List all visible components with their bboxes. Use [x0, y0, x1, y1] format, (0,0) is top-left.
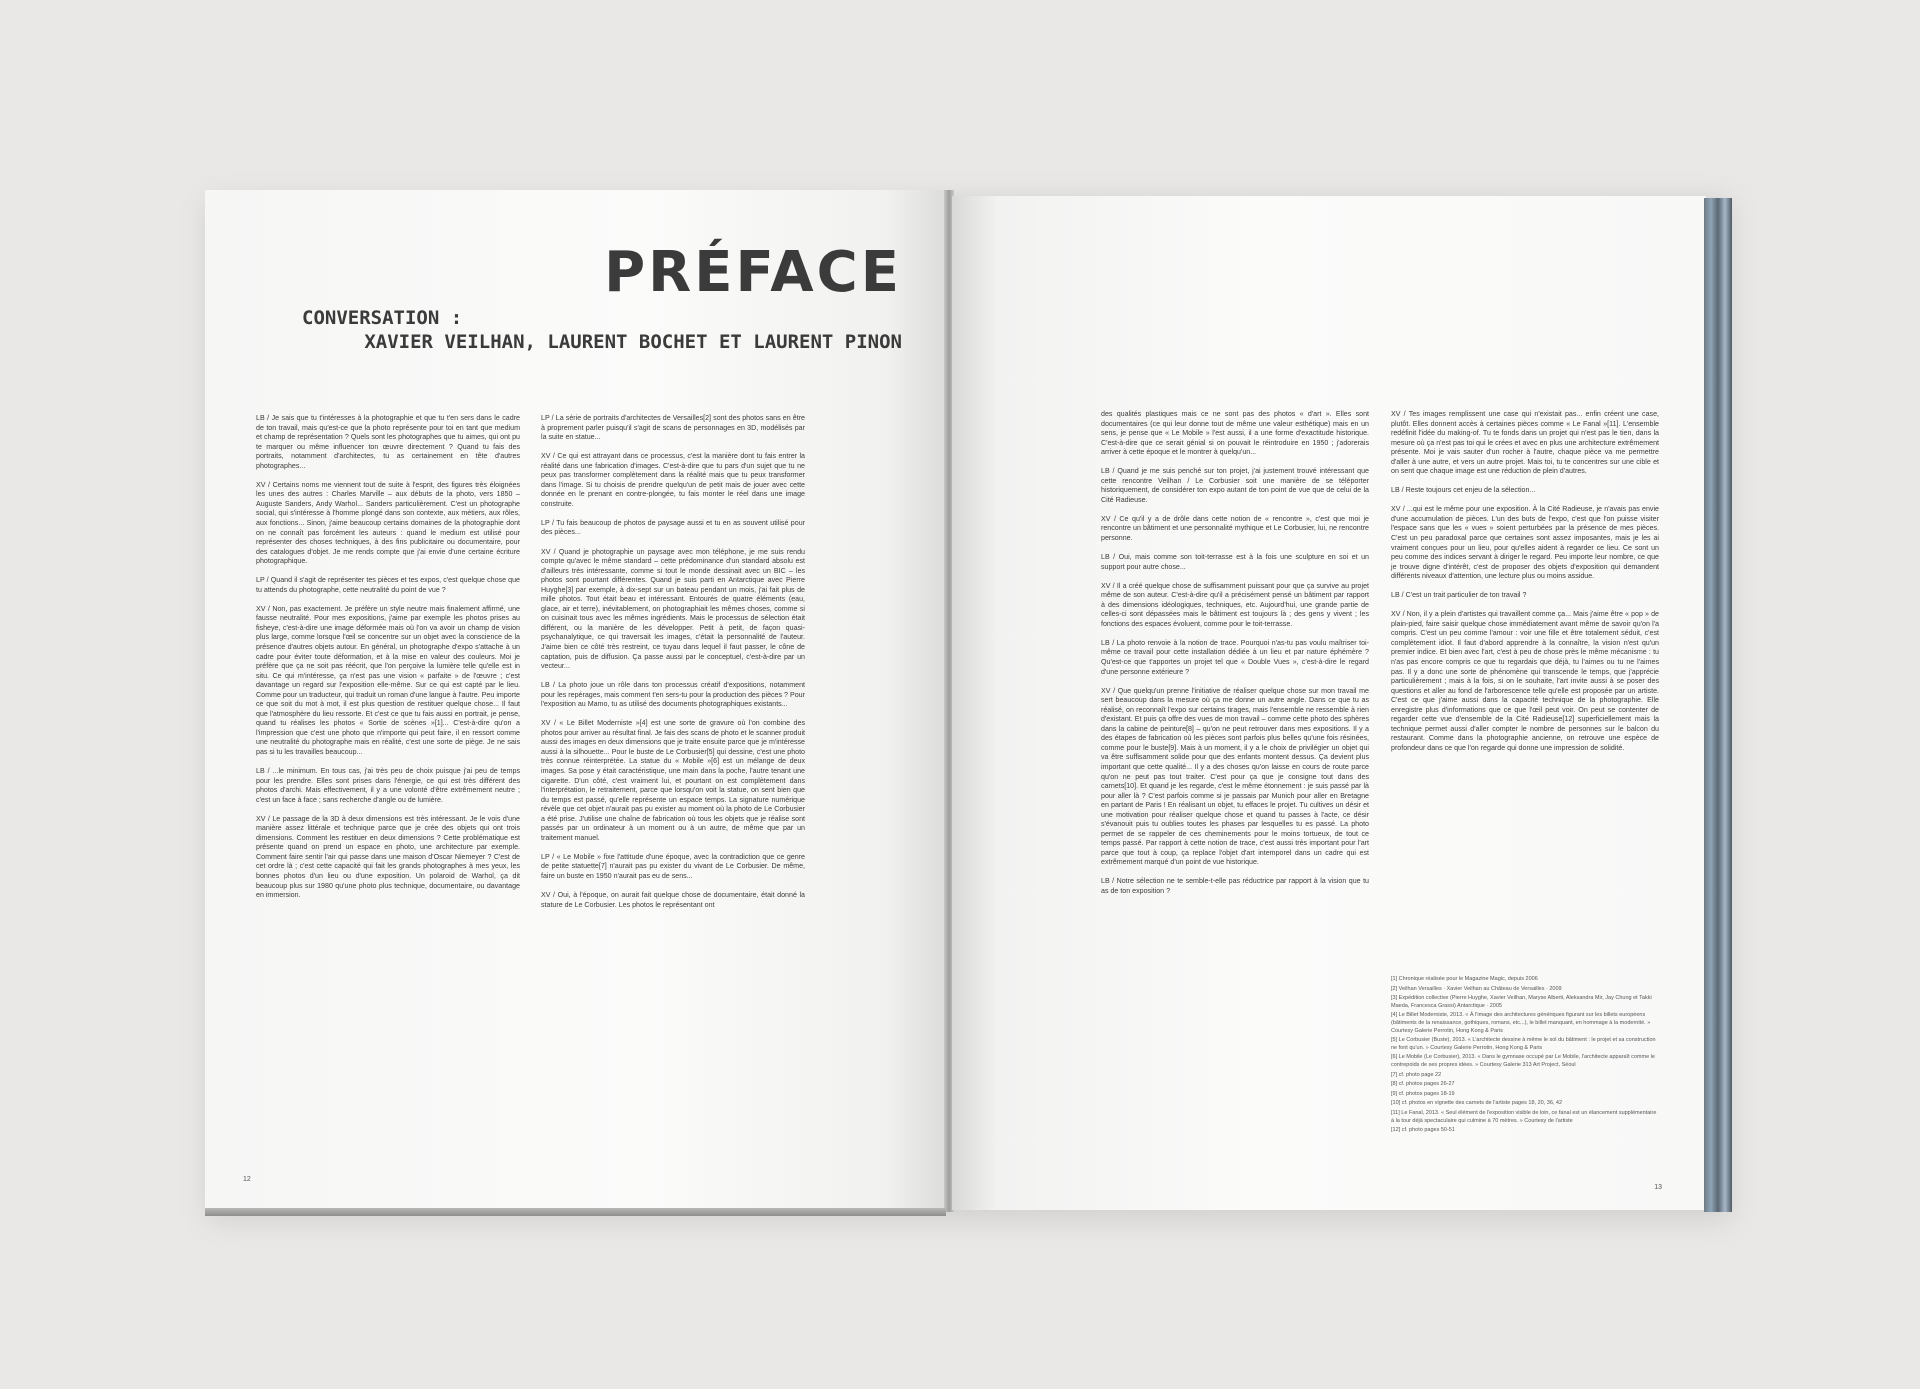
paragraph: XV / Il a créé quelque chose de suffisamment puissant pour que ça survive au projet même de son auteur. C'est-à-dire qu'il a précisément pensé un bâtiment par rapport à des dimensions idéologiques, techniques, etc. Aujourd'hui, une grande partie de celles-ci sont dépassées mais le bâtiment est toujours là ; des gens y vivent ; les fonctions des espaces évoluent, comme pour le toit-terrasse.	[1101, 581, 1369, 628]
paragraph: LP / Tu fais beaucoup de photos de paysage aussi et tu en as souvent utilisé pour des pièces...	[541, 518, 805, 537]
paragraph: LB / ...le minimum. En tous cas, j'ai très peu de choix puisque j'ai peu de temps pour les prendre. Elles sont prises dans l'énergie, ce qui est très différent des photos d'archi. Mais effectivement, il y a une volonté d'être extrêmement neutre ; c'est un face à face ; sans recherche d'angle ou de lumière.	[256, 767, 520, 804]
footnote: [4] Le Billet Moderniste, 2013. « À l'image des architectures génériques figurant sur les billets européens (bâtiments de la renaissance, gothiques, romans, etc...), le billet manquant, en hommage à la modernité. » Courtesy Galerie Perrotin, Hong Kong & Paris	[1391, 1012, 1651, 1034]
paragraph: XV / Que quelqu'un prenne l'initiative de réaliser quelque chose sur mon travail me sert beaucoup dans la mesure où ça me donne un autre angle. Dans ce que tu as réalisé, on reconnaît l'expo sur certains tirages, mais l'ensemble ne ressemble à rien d'existant. Et puis ça offre des vues de mon travail – comme cette photo des sphères dans la cabine de peinture[8] – qu'on ne peut retrouver dans mes expositions. Il y a des étapes de fabrication où les pièces sont parfois plus belles qu'une fois résinées, comme pour le buste[9]. Mais à un moment, il y a le choix de privilégier un objet qui va être suffisamment solide pour que des enfants montent dessus. Ça devient plus important que cette qualité... Il y a des choses qu'on laisse en cours de route parce qu'on ne peut pas tout traiter. C'est pour ça que je consigne tout dans des carnets[10]. Et quand je les regarde, c'est le même étonnement : je suis passé par là pour aller là ? C'est parfois comme si je passais par Munich pour aller en Bretagne en partant de Paris ! En réalisant un objet, tu effaces le projet. Tu cultives un désir et une motivation pour réaliser quelque chose et quand tu passes à l'acte, ce désir s'évanouit puis tu oublies toutes les phases par lesquelles tu es passé. La photo permet de se rappeler de ces cheminements pour le moins tortueux, de tout ce temps passé. Par rapport à cette notion de trace, c'est aussi très important pour l'art parce que tout à coup, ça replace l'objet d'art intemporel dans un cadre qui est extrêmement marqué d'un point de vue historique.	[1101, 686, 1369, 867]
paragraph: des qualités plastiques mais ce ne sont pas des photos « d'art ». Elles sont documentaires (ce qui leur donne tout de même une valeur esthétique) mais en un sens, je pense que « Le Mobile » l'est aussi, il a une forme d'exactitude historique. C'est-à-dire que ce serait génial si on pouvait le réintroduire en 1950 ; j'adorerais arriver à cette époque et le montrer à quelqu'un...	[1101, 410, 1369, 457]
paragraph: XV / Oui, à l'époque, on aurait fait quelque chose de documentaire, était donné la stature de Le Corbusier. Les photos le représentant ont	[541, 891, 805, 909]
paragraph: XV / Ce qu'il y a de drôle dans cette notion de « rencontre », c'est que moi je rencontre un bâtiment et une personnalité mythique et Le Corbusier, lui, ne rencontre personne.	[1101, 514, 1369, 543]
paragraph: XV / Le passage de la 3D à deux dimensions est très intéressant. Je le vois d'une manière assez littérale et technique parce que je crée des objets qui ont trois dimensions. Comment les restituer en deux dimensions ? Cette problématique est présente quand on prend un espace en photo, une architecture par exemple. Comment faire sentir l'air qui passe dans une maison d'Oscar Niemeyer ? C'est de cet ordre là ; c'est cette capacité qui fait les grands photographes à mes yeux, les bonnes photos d'un lieu ou d'une exposition. Un polaroid de Warhol, ça dit beaucoup plus sur 1980 qu'une photo plus technique, documentaire, ou davantage en immersion.	[256, 814, 520, 900]
paragraph: LB / La photo joue un rôle dans ton processus créatif d'expositions, notamment pour les repérages, mais comment t'en sers-tu pour la production des pièces ? Pour l'exposition au Mamo, tu as utilisé des documents photographiques existants...	[541, 681, 805, 709]
paragraph: XV / Ce qui est attrayant dans ce processus, c'est la manière dont tu fais entrer la réalité dans une fabrication d'images. C'est-à-dire que tu pars d'un sujet que tu ne peux pas transformer complètement dans la réalité mais que tu peux transformer dans l'image. Si tu choisis de prendre quelqu'un de petit mais de jouer avec cette donnée en le prenant en contre-plongée, tu fais monter le réel dans une image construite.	[541, 452, 805, 508]
paragraph: LB / La photo renvoie à la notion de trace. Pourquoi n'as-tu pas voulu maîtriser toi-même ce travail pour cette installation dédiée à un lieu et par nature éphémère ? Qu'est-ce que t'apportes un projet tel que « Double Vues », c'est-à-dire le regard d'une personne extérieure ?	[1101, 638, 1369, 676]
paragraph: LB / Reste toujours cet enjeu de la sélection...	[1391, 486, 1536, 495]
right-column-2	[1391, 410, 1659, 763]
paragraph: XV / Non, pas exactement. Je préfère un style neutre mais finalement affirmé, une fausse neutralité. Pour mes expositions, j'aime par exemple les photos prises au fisheye, c'est-à-dire une image déformée mais où l'on va avoir un champ de vision plus large, comme lorsque l'œil se concentre sur un objet avec la conscience de la présence d'autres objets autour. En général, un photographe d'expo s'attache à un cadre pour éviter toute déformation, et à la mise en valeur des couleurs. Moi je préfère que ça ne soit pas réécrit, que l'on perçoive la lumière telle qu'elle est in situ. Ce qui m'intéresse, ça n'est pas une vision « parfaite » de l'œuvre ; c'est davantage un regard sur l'exposition elle-même. Sur ce qui est capté par le lieu. Comme pour un traducteur, qui traduit un roman d'une langue à l'autre. Peu importe ce que soit du mot à mot, il est plus question de restituer quelque chose... Il faut que l'atmosphère du lieu ressorte. Et c'est ce que tu fais aussi en portrait, je pense, quand tu réalises les photos « Sortie de scènes »[1]... C'est-à-dire qu'on a l'impression que c'est une photo que n'importe qui peut faire, il en ressort comme une neutralité du photographe mais en réalité, c'est une sorte de piège. Je ne sais pas si tu les travailles beaucoup...	[256, 604, 520, 756]
paragraph: XV / Tes images remplissent une case qui n'existait pas... enfin créent une case, plutôt. Elles donnent accès à certaines pièces comme « Le Fanal »[11]. L'ensemble redéfinit l'idée du making-of. Tu te fonds dans un projet qui n'est pas le tien, dans la mesure où ça n'est pas toi qui le crées et avec en plus une architecture extrêmement présente. Moi je vais sauter d'un rocher à l'autre, chaque pièce va me permettre d'aller à une autre, et vers un autre projet. Mais toi, tu te concentres sur une cible et on sent que chaque image est une réduction de plein d'autres.	[1391, 410, 1659, 476]
paragraph: XV / Non, il y a plein d'artistes qui travaillent comme ça... Mais j'aime être « pop » de plain-pied, faire saisir quelque chose immédiatement avant même de savoir qu'on l'a compris. C'est un peu comme l'amour : voir une fille et être totalement séduit, c'est complètement idiot. Il faut d'abord apprendre à la connaître, la vision n'est qu'un premier indice. Et bien avec l'art, c'est à peu de chose près le même mécanisme : tu n'as pas encore compris ce que tu regardais que déjà, tu l'aimes ou tu ne l'aimes pas. Il y a donc une sorte de phénomène qui transcende le temps, que j'apprécie particulièrement ; mais à la fois, si on le souhaite, l'art invite aussi à se poser des questions et aller au fond de l'arborescence telle qu'elle est proposée par un artiste. C'est ce que j'aime aussi dans la capacité technique de la photographie. Elle enregistre plus d'informations que ce que l'œil peut voir. On peut se contenter de regarder cette vue d'ensemble de la Cité Radieuse[12] superficiellement mais la technique permet aussi d'aller compter le nombre de personnes sur le balcon du restaurant. Comme dans la photographie ancienne, on retrouve une espèce de profondeur dans ce que l'on regarde qui donne une impression de solidité.	[1391, 610, 1659, 752]
footnote: [3] Expédition collective (Pierre Huyghe, Xavier Veilhan, Maryse Alberti, Aleksandra Mir, Jay Chung et Takki Maeda, Francesca Grassi) Antarctique · 2005	[1391, 995, 1652, 1009]
left-column-2	[541, 414, 805, 920]
footnote: [9] cf. photos pages 18-19	[1391, 1090, 1455, 1097]
paragraph: XV / Certains noms me viennent tout de suite à l'esprit, des figures très éloignées les unes des autres : Charles Marville – aux débuts de la photo, vers 1850 – Auguste Sanders, Andy Warhol... Sanders particulièrement. C'est un photographe social, qui s'intéresse à l'homme plongé dans son contexte, aux métiers, aux rôles, aux fonctions... Sinon, j'aime beaucoup certains domaines de la photographie dont on ne connaît pas forcément les auteurs : quand le medium est utilisé pour représenter des choses techniques, à des fins publicitaire ou documentaire, pour des catalogues d'objet. Je me rends compte que j'ai envie d'une certaine écriture photographique.	[256, 480, 520, 566]
page-edges-right	[1704, 198, 1732, 1212]
right-column-1	[1101, 410, 1369, 906]
footnote: [2] Veilhan Versailles · Xavier Veilhan au Château de Versailles · 2009	[1391, 985, 1562, 992]
paragraph: LB / C'est un trait particulier de ton travail ?	[1391, 591, 1527, 600]
paragraph: XV / « Le Billet Moderniste »[4] est une sorte de gravure où l'on combine des photos pour arriver au résultat final. Je fais des scans de photo et le scanner produit aussi des images en deux dimensions que je traite ensuite parce que je m'intéresse aussi à la silhouette... Pour le buste de Le Corbusier[5] qui dessine, c'est une photo très connue réinterprétée. La statue du « Mobile »[6] est un mélange de deux images. Sa pose y était caractéristique, une main dans la poche, l'autre tenant une cigarette. D'un côté, c'est vraiment lui, et pourtant on est complètement dans l'interprétation, le retraitement, parce que lorsqu'on voit la statue, on sent bien que du temps est passé, qu'elle représente un espace temps. La signature numérique révèle que cet objet n'aurait pas pu exister au moment où la photo de Le Corbusier a été prise. J'utilise une chaîne de fabrication où tous les objets que je réalise sont passés par un ordinateur à un moment ou à un autre, de même que par un traitement manuel.	[541, 719, 805, 842]
paragraph: LP / « Le Mobile » fixe l'attitude d'une époque, avec la contradiction que ce genre de petite statuette[7] n'aurait pas pu exister du vivant de Le Corbusier. De même, faire un buste en 1950 n'aurait pas eu de sens...	[541, 852, 805, 880]
paragraph: LB / Oui, mais comme son toit-terrasse est à la fois une sculpture en soi et un support pour autre chose...	[1101, 553, 1369, 571]
paragraph: LB / Je sais que tu t'intéresses à la photographie et que tu t'en sers dans le cadre de ton travail, mais qu'est-ce que la photo représente pour toi en tant que medium et champ de représentation ? Quels sont les photographes que tu aimes, qui ont pu te marquer ou même influencer ton œuvre directement ? Quand tu fais des portraits, notamment d'architectes, tu as certainement en tête d'autres photographes...	[256, 414, 520, 470]
subtitle-line-2: XAVIER VEILHAN, LAURENT BOCHET ET LAURENT PINON	[364, 331, 902, 353]
paragraph: LP / La série de portraits d'architectes de Versailles[2] sont des photos sans en être à proprement parler puisqu'il s'agit de scans de personnages en 3D, modélisés par la suite en statue...	[541, 414, 805, 442]
footnote: [5] Le Corbusier (Buste), 2013. « L'architecte dessine à même le sol du bâtiment : le projet et sa construction ne font qu'un. » Courtesy Galerie Perrotin, Hong Kong & Paris	[1391, 1037, 1656, 1051]
page-number-right: 13	[1654, 1184, 1662, 1191]
footnotes	[1391, 976, 1659, 1137]
page-edges-bottom	[205, 1208, 946, 1216]
paragraph: LP / Quand il s'agit de représenter tes pièces et tes expos, c'est quelque chose que tu attends du photographe, cette neutralité du point de vue ?	[256, 576, 520, 594]
footnote: [6] Le Mobile (Le Corbusier), 2013. « Dans le gymnase occupé par Le Mobile, l'architecte apparaît comme le contrepoids de ses propres idées. » Courtesy Galerie 313 Art Project, Séoul	[1391, 1054, 1655, 1068]
page-number-left: 12	[243, 1176, 251, 1183]
paragraph: LB / Notre sélection ne te semble-t-elle pas réductrice par rapport à la vision que tu as de ton exposition ?	[1101, 877, 1369, 896]
footnote: [1] Chronique réalisée pour le Magazine Magic, depuis 2006	[1391, 976, 1538, 982]
right-page	[952, 196, 1706, 1210]
paragraph: LB / Quand je me suis penché sur ton projet, j'ai justement trouvé intéressant que cette rencontre Veilhan / Le Corbusier soit une manière de se téléporter historiquement, de considérer ton expo autant de ton point de vue que de celui de la Cité Radieuse.	[1101, 467, 1369, 504]
footnote: [11] Le Fanal, 2013. « Seul élément de l'exposition visible de loin, ce fanal est un élancement supplémentaire à la tour déjà spectaculaire qui culmine à 70 mètres. » Courtesy de l'artiste	[1391, 1109, 1657, 1124]
footnote: [7] cf. photo page 22	[1391, 1071, 1442, 1078]
left-column-1	[256, 414, 520, 910]
footnote: [8] cf. photos pages 26-27	[1391, 1081, 1455, 1088]
left-page	[205, 190, 946, 1210]
paragraph: XV / ...qui est le même pour une exposition. À la Cité Radieuse, je n'avais pas envie d'une accumulation de pièces. L'un des buts de l'expo, c'est que l'on puisse visiter l'espace sans que les « vues » soient perturbées par la présence de mes pièces. C'est un peu paradoxal parce que certaines sont assez imposantes, mais je les ai vraiment conçues pour un lieu, pour qu'elles aident à regarder ce lieu. Ce sont un peu comme des indices servant à diriger le regard. Peu importe leur nombre, ce que je trouve digne d'intérêt, c'est de proposer des objets d'exposition qui demandent différents niveaux d'attention, une lecture plus ou moins assidue.	[1391, 505, 1659, 581]
subtitle-line-1: CONVERSATION :	[302, 307, 463, 329]
footnote: [12] cf. photo pages 50-51	[1391, 1127, 1455, 1134]
page-subtitle	[302, 306, 902, 354]
page-title: PRÉFACE	[604, 240, 902, 305]
footnote: [10] cf. photos en vignette des carnets de l'artiste pages 18, 20, 36, 42	[1391, 1100, 1563, 1107]
paragraph: XV / Quand je photographie un paysage avec mon téléphone, je me suis rendu compte qu'avec le même standard – cette prédominance d'un standard absolu est d'ailleurs très intéressante, comme si tout le monde dessinait avec un BIC – les photos sont pourtant différentes. Quand je suis parti en Antarctique avec Pierre Huyghe[3] par exemple, à dix-sept sur un bateau pendant un mois, j'ai fait plus de mille photos. Tout était beau et intéressant. Entourés de quatre éléments (eau, glace, air et terre), inévitablement, on photographiait les mêmes choses, comme si on cuisinait tous avec les mêmes ingrédients. Mais le processus de sélection était différent, ou la manière de les développer. Petit à petit, de façon quasi-psychanalytique, ce qui traversait les images, c'était la personnalité de l'auteur. J'aime bien ce côté très restreint, ce tuyau dans lequel il faut passer, le cône de captation, puis de diffusion. Ça passe aussi par le conceptuel, c'est-à-dire par un vecteur...	[541, 547, 805, 671]
